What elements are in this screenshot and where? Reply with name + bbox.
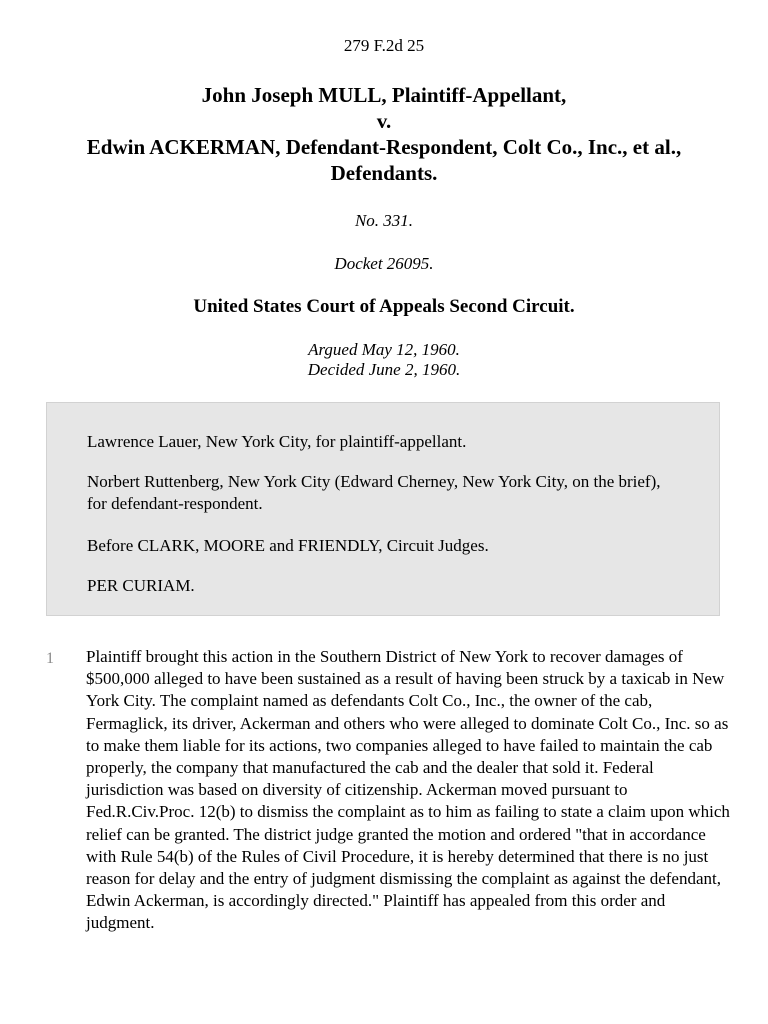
court-name: United States Court of Appeals Second Circuit. [193, 296, 575, 317]
case-dates [0, 340, 768, 380]
opinion-paragraph: Plaintiff brought this action in the Southern District of New York to recover damages of $500,000 alleged to have been sustained as a result of having been struck by a taxicab in New York City. The complaint named as defendants Colt Co., Inc., the owner of the cab, Fermaglick, its driver, Ackerman and others who were alleged to dominate Colt Co., Inc. so as to make them liable for its actions, two companies alleged to have failed to maintain the cab properly, the company that manufactured the cab and the dealer that sold it. Federal jurisdiction was based on diversity of citizenship. Ackerman moved pursuant to Fed.R.Civ.Proc. 12(b) to dismiss the complaint as to him as failing to state a claim upon which relief can be granted. The district judge granted the motion and ordered "that in accordance with Rule 54(b) of the Rules of Civil Procedure, it is hereby determined that there is no just reason for delay and the entry of judgment dismissing the complaint as against the defendant, Edwin Ackerman, is accordingly directed." Plaintiff has appealed from this order and judgment. [86, 647, 730, 933]
case-caption [40, 82, 728, 186]
caption-respondent: Edwin ACKERMAN, Defendant-Respondent, Colt Co., Inc., et al., Defendants. [86, 135, 682, 185]
per-curiam-label: PER CURIAM. [87, 576, 195, 595]
docket-number: Docket 26095. [334, 254, 434, 273]
paragraph-number[interactable]: 1 [46, 650, 54, 667]
caption-appellant: John Joseph MULL, Plaintiff-Appellant, [201, 83, 567, 107]
case-citation: 279 F.2d 25 [343, 36, 425, 55]
case-number: No. 331. [354, 211, 414, 230]
decided-date: Decided June 2, 1960. [307, 360, 461, 379]
caption-versus: v. [376, 109, 392, 133]
judges-panel: Before CLARK, MOORE and FRIENDLY, Circuit Judges. [87, 536, 489, 555]
appellant-counsel: Lawrence Lauer, New York City, for plaintiff-appellant. [87, 432, 467, 451]
attorneys-panel [46, 402, 720, 616]
respondent-counsel: Norbert Ruttenberg, New York City (Edward Cherney, New York City, on the brief), for defendant-respondent. [87, 472, 661, 513]
argued-date: Argued May 12, 1960. [308, 340, 460, 359]
